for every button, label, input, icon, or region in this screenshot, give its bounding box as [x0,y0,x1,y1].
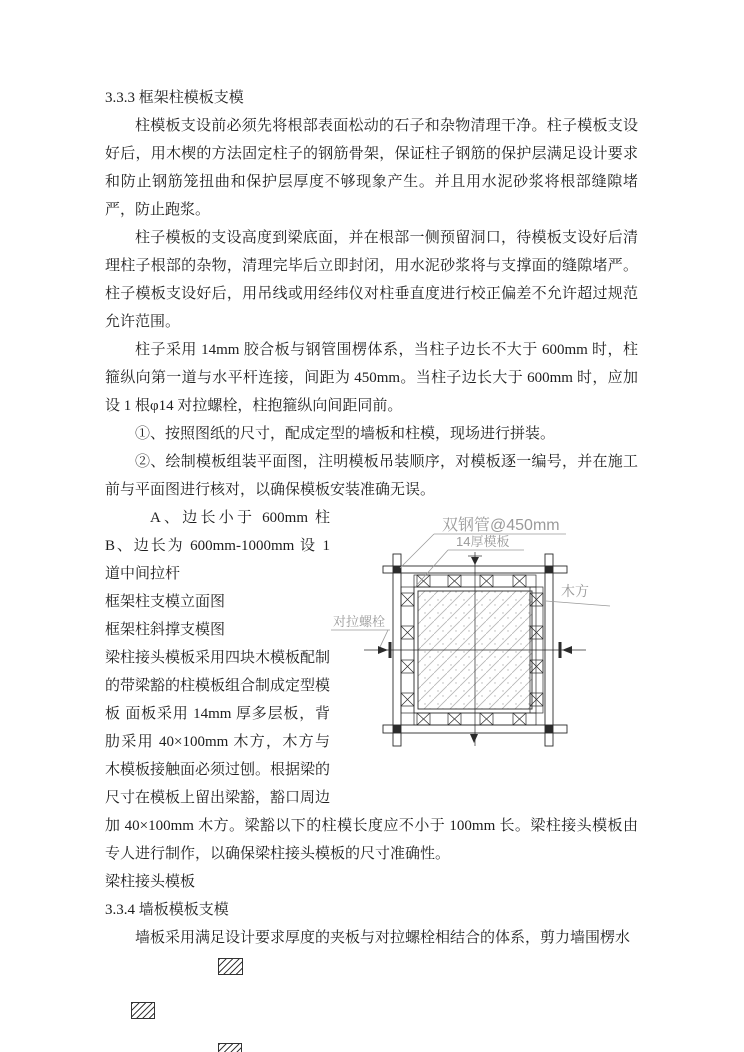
paragraph-column-height: 柱子模板的支设高度到梁底面，并在根部一侧预留洞口，待模板支设好后清理柱子根部的杂物，清理完毕后立即封闭，用水泥砂浆将与支撑面的缝隙堵严。柱子模板支设好后，用吊线或用经纬仪对柱垂直度进行校正偏差不允许超过规范允许范围。 [105,230,638,330]
list-item-1: ①、按照图纸的尺寸，配成定型的墙板和柱模，现场进行拼装。 [135,426,556,442]
heading-3-3-3: 3.3.3 框架柱模板支模 [105,90,244,106]
paragraph-elevation-caption: 框架柱支模立面图 [105,594,226,610]
column-formwork-diagram [330,504,638,804]
paragraph-column-plywood: 柱子采用 14mm 胶合板与钢管围楞体系，当柱子边长不大于 600mm 时，柱箍纵向第一道与水平杆连接，间距为 450mm。当柱子边长大于 600mm 时，应加设 1 根φ14 对拉螺栓，柱抱箍纵向间距同前。 [105,342,638,414]
list-item-2: ②、绘制模板组装平面图，注明模板吊装顺序，对模板逐一编号，并在施工前与平面图进行核对，以确保模板安装准确无误。 [105,454,638,498]
paragraph-column-cleaning: 柱模板支设前必须先将根部表面松动的石子和杂物清理干净。柱子模板支设好后，用木楔的方法固定柱子的钢筋骨架，保证柱子钢筋的保护层满足设计要求和防止钢筋笼扭曲和保护层厚度不够现象产生。并且用水泥砂浆将根部缝隙堵严，防止跑浆。 [105,118,638,218]
label-plywood-thickness: 14厚模板 [456,534,510,549]
label-tie-bolt: 对拉螺栓 [333,614,386,629]
heading-3-3-4: 3.3.4 墙板模板支模 [105,902,229,918]
label-timber: 木方 [561,583,589,599]
label-double-steel-pipe: 双钢管@450mm [442,517,560,534]
hatch-swatch-3 [218,1043,242,1052]
text-flow [105,84,638,952]
paragraph-side-length-note: A、边长小于 600mm 柱 B、边长为 600mm-1000mm 设 1 道中间拉杆 [105,510,330,582]
paragraph-wall-formwork: 墙板采用满足设计要求厚度的夹板与对拉螺栓相结合的体系，剪力墙围楞水 [135,930,631,946]
hatch-swatch-2 [131,1002,155,1019]
paragraph-brace-caption: 框架柱斜撑支模图 [105,622,226,638]
paragraph-joint-formwork-caption: 梁柱接头模板 [105,874,196,890]
hatch-swatch-1 [218,958,243,975]
paragraph-beam-column-joint: 梁柱接头模板采用四块木模板配制的带梁豁的柱模板组合制成定型模板 面板采用 14mm 厚多层板，背肋采用 40×100mm 木方，木方与木模板接触面必须过刨。根据梁的尺寸在模板上留出梁豁，豁口周边加 40×100mm 木方。梁豁以下的柱模长度应不小于 100mm 长。梁柱接头模板由专人进行制作，以确保梁柱接头模板的尺寸准确性。 [105,650,638,862]
